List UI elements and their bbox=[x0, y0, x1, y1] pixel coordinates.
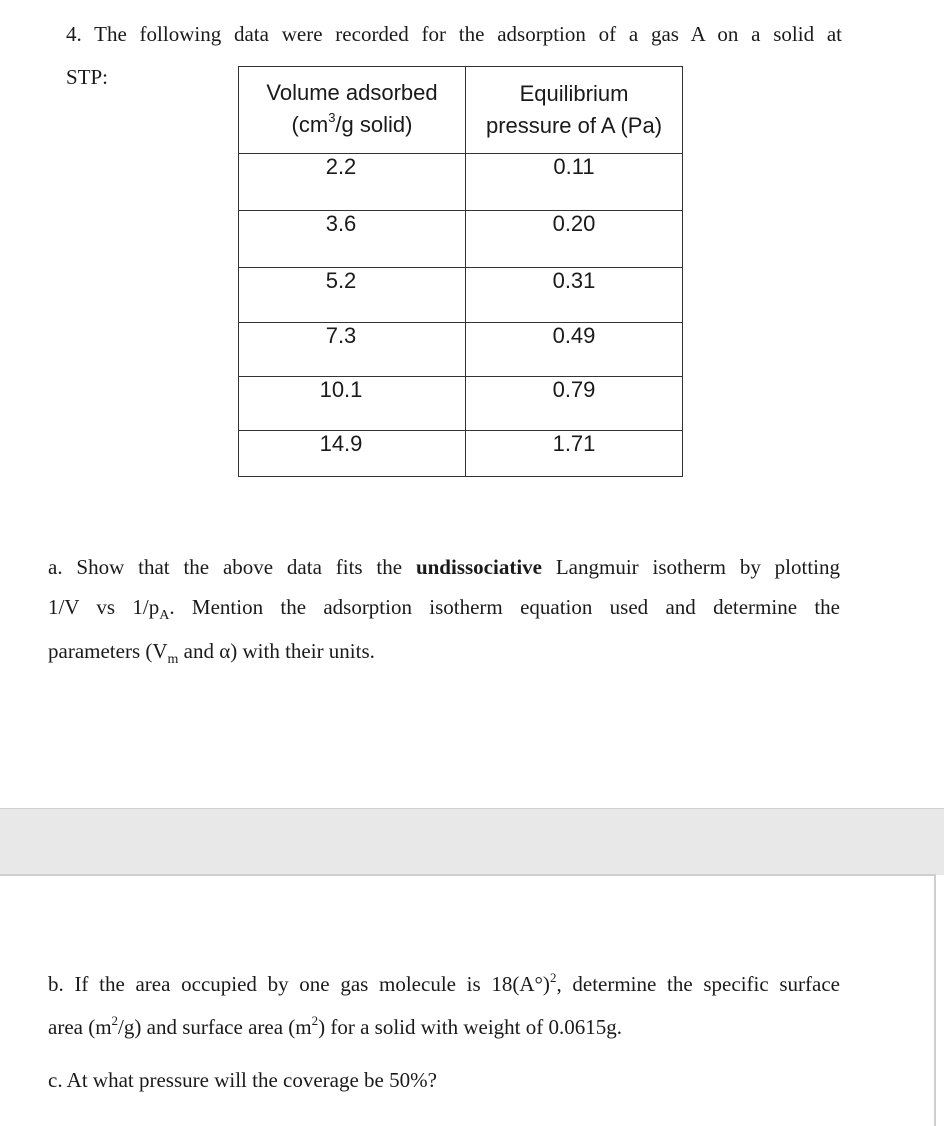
cell-volume: 3.6 bbox=[239, 211, 466, 268]
table-row bbox=[239, 377, 683, 431]
header-equilibrium-pressure bbox=[466, 67, 683, 154]
header-pressure-line2: pressure of A (Pa) bbox=[485, 113, 663, 138]
cell-pressure: 0.31 bbox=[466, 268, 683, 323]
question-stp-label: STP: bbox=[66, 65, 109, 89]
cell-pressure: 0.79 bbox=[466, 377, 683, 431]
cell-volume: 14.9 bbox=[239, 431, 466, 477]
cell-volume: 7.3 bbox=[239, 323, 466, 377]
header-pressure-line1: Equilibrium bbox=[519, 81, 629, 106]
part-a-line2: 1/V vs $1/p_A$. Mention the adsorption isotherm equation used and determine the bbox=[48, 595, 840, 623]
header-volume-line1: Volume adsorbed bbox=[266, 79, 438, 105]
part-a-line1: a. Show that the above data fits the undissociative Langmuir isotherm by plotting bbox=[48, 555, 841, 579]
cell-volume: 10.1 bbox=[239, 377, 466, 431]
table-row bbox=[239, 154, 683, 211]
table-row bbox=[239, 323, 683, 377]
header-volume-line2: ($cm^3/g$ solid) bbox=[291, 109, 413, 137]
table-row bbox=[239, 431, 683, 477]
part-a-text bbox=[48, 547, 840, 675]
cell-pressure: 0.20 bbox=[466, 211, 683, 268]
part-b-line1: b. If the area occupied by one gas molecule is $18(A^\circ)^2$, determine the specific surface bbox=[48, 970, 840, 996]
table-header-row bbox=[239, 67, 683, 154]
part-b-text bbox=[48, 964, 840, 1050]
part-a-line3: parameters ($V_m$ and α) with their units. bbox=[48, 639, 375, 667]
cell-pressure: 1.71 bbox=[466, 431, 683, 477]
cell-volume: 2.2 bbox=[239, 154, 466, 211]
part-c-text: c. At what pressure will the coverage be 50%? bbox=[48, 1068, 437, 1092]
table-row bbox=[239, 268, 683, 323]
adsorption-data-table bbox=[238, 66, 683, 477]
cell-volume: 5.2 bbox=[239, 268, 466, 323]
table-row bbox=[239, 211, 683, 268]
undissociative-emphasis: undissociative bbox=[415, 555, 542, 579]
cell-pressure: 0.11 bbox=[466, 154, 683, 211]
card-separator bbox=[0, 808, 944, 875]
cell-pressure: 0.49 bbox=[466, 323, 683, 377]
header-volume-adsorbed bbox=[239, 67, 466, 154]
question-heading: 4. The following data were recorded for the adsorption of a gas A on a solid at bbox=[66, 22, 842, 46]
part-b-line2: area $(m^2/g)$ and surface area $(m^2)$ for a solid with weight of 0.0615g. bbox=[48, 1013, 622, 1039]
